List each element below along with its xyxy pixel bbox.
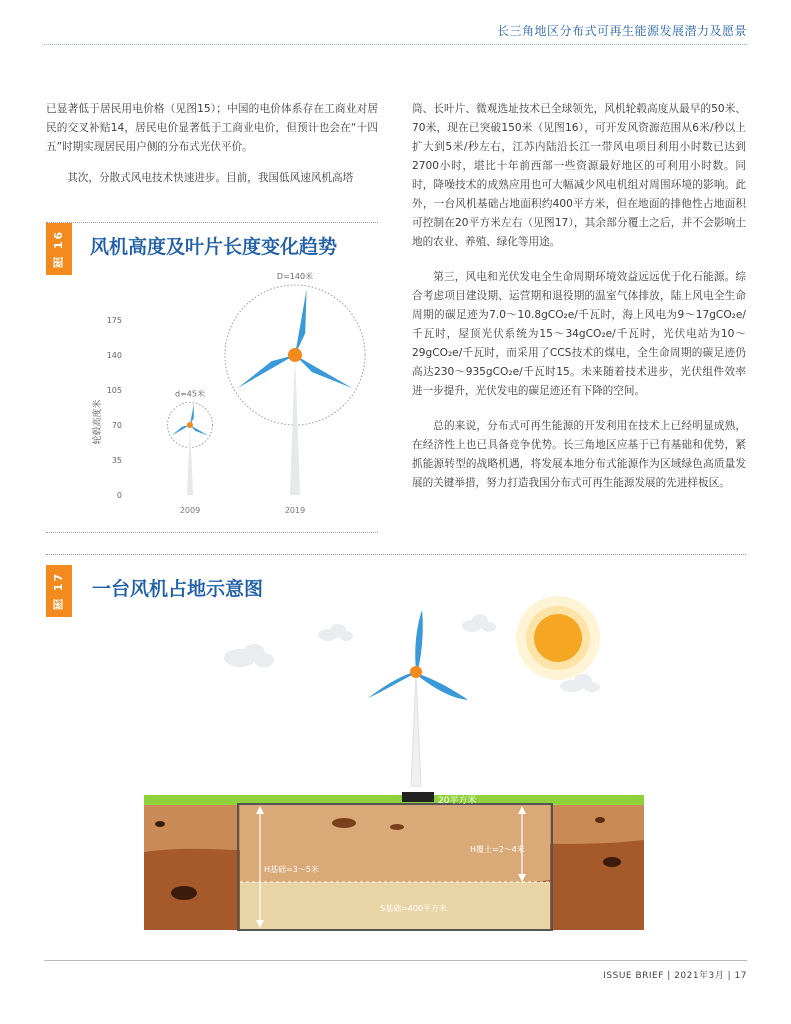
cover-soil-depth-label: H覆土=2～4米 xyxy=(470,845,525,854)
x-tick-label: 2009 xyxy=(179,506,201,515)
figure-17-tab: 图 17 xyxy=(46,565,72,617)
footer-divider xyxy=(44,960,747,961)
cloud-icon xyxy=(462,614,496,632)
sun-icon xyxy=(516,596,600,680)
turbine-blade xyxy=(190,425,209,436)
y-tick-label: 175 xyxy=(106,316,122,325)
turbine-blade xyxy=(295,355,353,388)
turbine-blade xyxy=(237,355,295,388)
paragraph: 筒、长叶片、微观选址技术已全球领先，风机轮毂高度从最早的50米、70米，现在已突破150米（见图16），可开发风资源范围从6米/秒以上扩大到5米/秒左右，江苏内陆沿长江一带风电项目利用小时数已达到2700小时，堪比十年前西部一些资源最好地区的可利用小时数。同时，降噪技术的成熟应用也可大幅减少风电机组对周围环境的影响。此外，一台风机基础占地面积约400平方米，但在地面的排他性占地面积可控制在20平方米左右（见图17），其余部分覆土之后，并不会影响土地的农业、养殖、绿化等用途。 xyxy=(412,103,746,248)
paragraph: 第三，风电和光伏发电全生命周期环境效益远远优于化石能源。综合考虑项目建设期、运营期和退役期的温室气体排放，陆上风电全生命周期的碳足迹为7.0～10.8gCO₂e/千瓦时，海上风电为9～17gCO₂e/千瓦时，屋顶光伏系统为15～34gCO₂e/千瓦时，光伏电站为10～29gCO₂e/千瓦时，而采用了CCS技术的煤电，全生命周期的碳足迹仍高达230～935gCO₂e/千瓦时15。未来随着技术进步，光伏组件效率进一步提升，光伏发电的碳足迹还有下降的空间。 xyxy=(412,271,746,397)
turbine-tower xyxy=(187,425,193,495)
chart-marks xyxy=(168,271,366,515)
foundation-depth-label: H基础=3～5米 xyxy=(264,865,319,874)
figure-16-tab: 图 16 xyxy=(46,223,72,275)
turbine-hub xyxy=(187,422,193,428)
y-tick-label: 70 xyxy=(111,421,122,430)
y-axis xyxy=(107,316,122,500)
turbine-blade xyxy=(295,290,307,355)
left-text-column xyxy=(46,100,378,200)
wind-turbine-icon xyxy=(368,610,468,786)
cloud-icon xyxy=(224,644,274,667)
y-tick-label: 105 xyxy=(106,386,122,395)
right-text-column xyxy=(412,100,746,505)
figure-16-bottom-rule xyxy=(46,532,378,533)
turbine-blade xyxy=(171,425,190,436)
figure-17-illustration xyxy=(140,590,650,945)
paragraph: 已显著低于居民用电价格（见图15）；中国的电价体系存在工商业对居民的交叉补贴14，居民电价显著低于工商业电价，但预计也会在“十四五”时期实现居民用户侧的分布式光伏平价。 xyxy=(46,103,378,153)
paragraph: 总的来说，分布式可再生能源的开发利用在技术上已经明显成熟，在经济性上也已具备竞争优势。长三角地区应基于已有基础和优势，紧抓能源转型的战略机遇，将发展本地分布式能源作为区域绿色高质量发展的关键举措，努力打造我国分布式可再生能源发展的先进样板区。 xyxy=(412,420,746,489)
figure-17-top-rule xyxy=(46,554,746,555)
header-divider xyxy=(44,44,747,45)
figure-16-title: 风机高度及叶片长度变化趋势 xyxy=(90,236,338,258)
soil-cross-section xyxy=(144,792,644,930)
rotor-diameter-label: D=140米 xyxy=(276,272,314,281)
y-tick-label: 140 xyxy=(106,351,122,360)
foundation-area-label: S基础=400平方米 xyxy=(380,904,448,913)
figure-16-chart xyxy=(80,262,380,524)
turbine-blade xyxy=(190,404,194,425)
rotor-diameter-label: d=45米 xyxy=(175,389,205,399)
figure-17-title: 一台风机占地示意图 xyxy=(92,578,264,600)
surface-area-label: 20平方米 xyxy=(438,796,477,806)
figure-16-top-rule xyxy=(46,222,378,223)
y-axis-label: 轮毂高度米 xyxy=(93,399,103,445)
y-tick-label: 0 xyxy=(116,491,122,500)
y-tick-label: 35 xyxy=(111,456,122,465)
page-footer: ISSUE BRIEF | 2021年3月 | 17 xyxy=(603,971,747,981)
x-tick-label: 2019 xyxy=(284,506,306,515)
turbine-hub xyxy=(288,348,302,362)
cloud-icon xyxy=(318,624,353,641)
report-title: 长三角地区分布式可再生能源发展潜力及愿景 xyxy=(496,24,747,38)
paragraph: 其次，分散式风电技术快速进步。目前，我国低风速风机高塔 xyxy=(67,172,354,184)
